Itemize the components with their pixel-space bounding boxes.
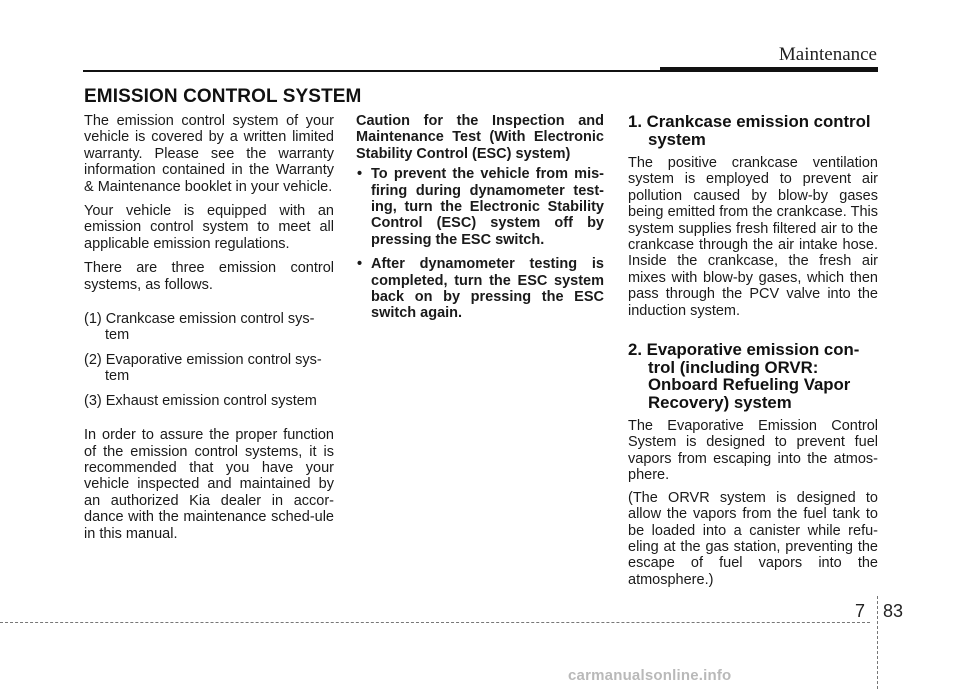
closing-paragraph: In order to assure the proper function of the emission control systems, it is recommended that you have your vehicle inspected and maintained by an authorized Kia dealer in accor-dance with the maintenance sched-ule in this manual. [84, 427, 334, 542]
crankcase-heading: 1. Crankcase emission control system [628, 112, 871, 149]
caution-heading: Caution for the Inspection and Maintenance Test (With Electronic Stability Control (ESC) system) [356, 113, 604, 162]
bullet-icon: • [357, 256, 363, 273]
intro-paragraph: The emission control system of your vehicle is covered by a written limited warranty. Please see the warranty information contained in the Warranty & Maintenance booklet in your vehicle. [84, 113, 334, 195]
system-list-item: (1) Crankcase emission control sys-tem [84, 311, 315, 344]
header-rule-accent [660, 67, 878, 72]
intro-paragraph: There are three emission control systems, as follows. [84, 260, 334, 293]
intro-paragraph: Your vehicle is equipped with an emission control system to meet all applicable emission regulations. [84, 203, 334, 252]
caution-bullet-text: After dynamometer testing is completed, turn the ESC system back on by pressing the ESC switch again. [371, 256, 604, 322]
caution-bullet [356, 166, 604, 248]
system-list-item: (2) Evaporative emission control sys-tem [84, 351, 322, 385]
caution-bullet [356, 256, 604, 322]
watermark: carmanualsonline.info [568, 667, 732, 684]
column-left [84, 113, 334, 542]
section-title: EMISSION CONTROL SYSTEM [84, 86, 362, 107]
footer-dashed-divider [877, 596, 878, 689]
caution-bullet-text: To prevent the vehicle from mis-firing during dynamometer test-ing, turn the Electronic Stability Control (ESC) system off by pressing the ESC switch. [371, 166, 604, 248]
system-list-item: (3) Exhaust emission control system [84, 392, 317, 409]
chapter-number: 7 [855, 601, 866, 621]
evaporative-paragraph: The Evaporative Emission Control System is designed to prevent fuel vapors from escaping into the atmos-phere. [628, 418, 878, 484]
page-number: 83 [883, 601, 904, 621]
evaporative-heading: 2. Evaporative emission con-trol (including ORVR: Onboard Refueling Vapor Recovery) system [628, 340, 860, 412]
running-header: Maintenance [778, 44, 877, 65]
bullet-icon: • [357, 166, 363, 183]
footer-dashed-rule [0, 622, 870, 623]
crankcase-paragraph: The positive crankcase ventilation system is employed to prevent air pollution caused by blow-by gases being emitted from the crankcase. This system supplies fresh filtered air to the crankcase through the air intake hose. Inside the crankcase, the fresh air mixes with blow-by gases, which then pass through the PCV valve into the induction system. [628, 155, 878, 319]
column-middle [356, 113, 604, 330]
column-right [628, 113, 878, 594]
orvr-paragraph: (The ORVR system is designed to allow the vapors from the fuel tank to be loaded into a canister while refu-eling at the gas station, preventing the escape of fuel vapors into the atmosphere.) [628, 489, 878, 588]
